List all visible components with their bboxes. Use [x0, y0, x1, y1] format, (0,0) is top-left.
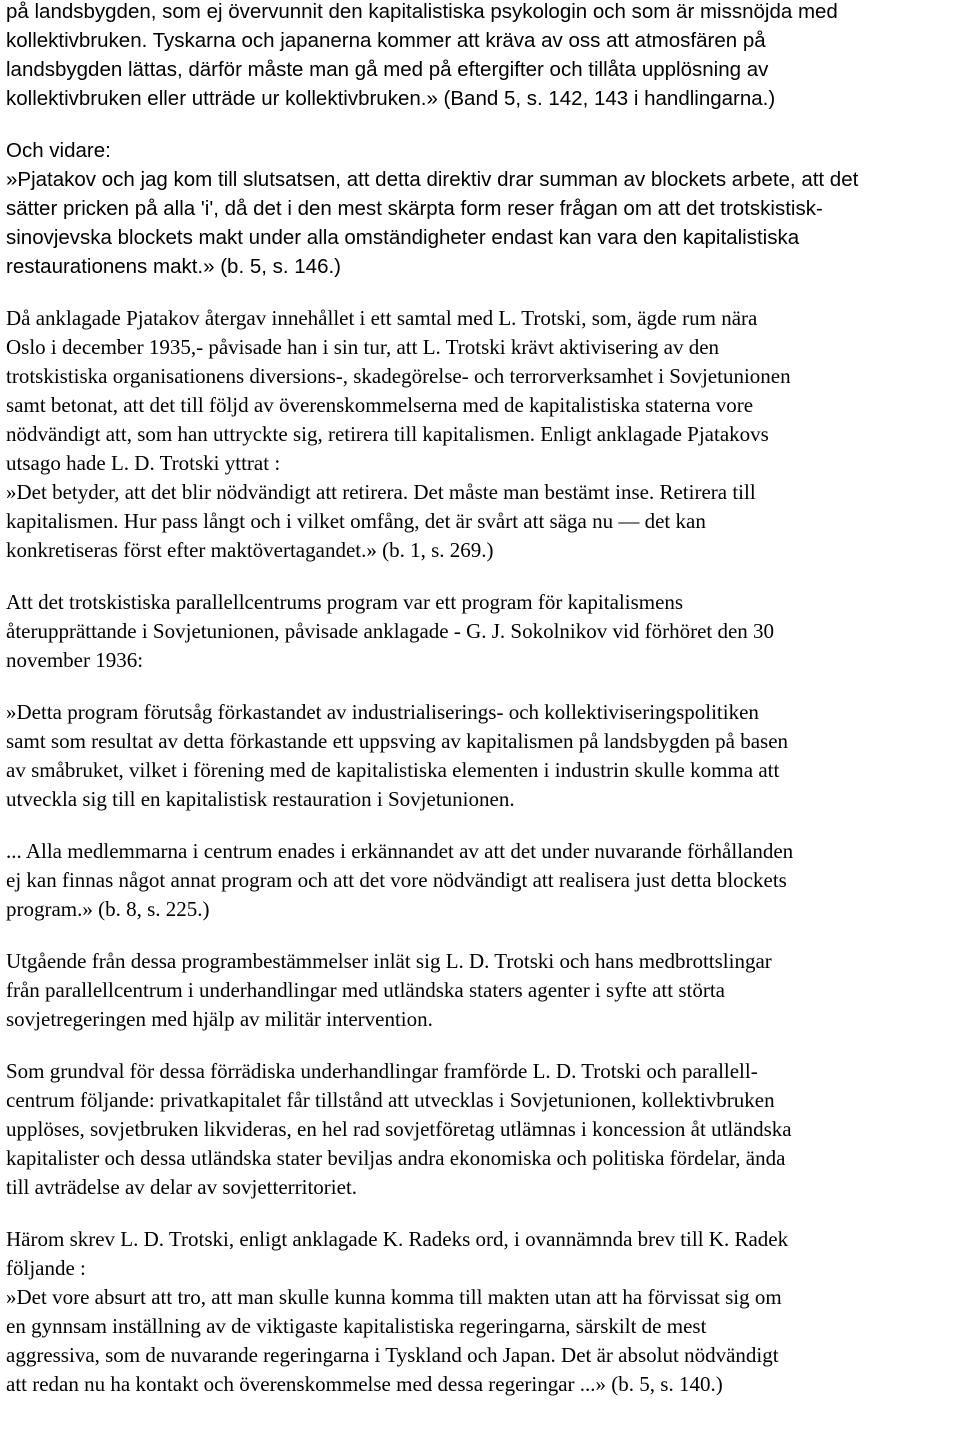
- text-line: aggressiva, som de nuvarande regeringarna i Tyskland och Japan. Det är absolut nödvändigt: [6, 1343, 779, 1367]
- text-line: till avträdelse av delar av sovjetterritoriet.: [6, 1175, 358, 1199]
- text-line: ... Alla medlemmarna i centrum enades i erkännandet av att det under nuvarande förhållanden: [6, 839, 794, 863]
- text-line: sätter pricken på alla 'i', då det i den mest skärpta form reser frågan om att det trotskistisk-: [6, 197, 823, 220]
- text-line: Att det trotskistiska parallellcentrums program var ett program för kapitalismens: [6, 590, 684, 614]
- document-page: [6, 0, 956, 1422]
- text-line: följande :: [6, 1256, 86, 1280]
- text-line: kapitalismen. Hur pass långt och i vilket omfång, det är svårt att säga nu — det kan: [6, 509, 706, 533]
- text-line: på landsbygden, som ej övervunnit den kapitalistiska psykologin och som är missnöjda med: [6, 0, 838, 23]
- text-line: en gynnsam inställning av de viktigaste kapitalistiska regeringarna, särskilt de mest: [6, 1314, 707, 1338]
- text-line: Utgående från dessa programbestämmelser inlät sig L. D. Trotski och hans medbrottslingar: [6, 949, 772, 973]
- text-line: utveckla sig till en kapitalistisk restauration i Sovjetunionen.: [6, 787, 515, 811]
- paragraph-och-vidare: [6, 136, 956, 281]
- text-line: sinovjevska blockets makt under alla omständigheter endast kan vara den kapitalistiska: [6, 226, 800, 249]
- text-line: ej kan finnas något annat program och att det vore nödvändigt att realisera just detta blockets: [6, 868, 787, 892]
- text-line: »Detta program förutsåg förkastandet av industrialiserings- och kollektiviseringspolitiken: [6, 700, 759, 724]
- paragraph-centrum-members: [6, 837, 956, 924]
- paragraph-negotiations: [6, 947, 956, 1034]
- text-line: trotskistiska organisationens diversions-, skadegörelse- och terrorverksamhet i Sovjetunionen: [6, 364, 791, 388]
- text-line: »Pjatakov och jag kom till slutsatsen, att detta direktiv drar summan av blockets arbete, att det: [6, 168, 859, 191]
- text-line: restaurationens makt.» (b. 5, s. 146.): [6, 255, 341, 278]
- text-line: nödvändigt att, som han uttryckte sig, retirera till kapitalismen. Enligt anklagade Pjatakovs: [6, 422, 769, 446]
- text-line: samt som resultat av detta förkastande ett uppsving av kapitalismen på landsbygden på basen: [6, 729, 789, 753]
- text-line: Då anklagade Pjatakov återgav innehållet i ett samtal med L. Trotski, som, ägde rum nära: [6, 306, 758, 330]
- paragraph-pjatakov-testimony: [6, 304, 956, 565]
- text-line: samt betonat, att det till följd av överenskommelserna med de kapitalistiska staterna vore: [6, 393, 754, 417]
- text-line: »Det vore absurt att tro, att man skulle kunna komma till makten utan att ha förvissat sig om: [6, 1285, 782, 1309]
- text-line: Och vidare:: [6, 139, 111, 162]
- text-line: centrum följande: privatkapitalet får tillstånd att utvecklas i Sovjetunionen, kollektivbruken: [6, 1088, 775, 1112]
- paragraph-program-quote: [6, 698, 956, 814]
- paragraph-quote-continuation: [6, 0, 956, 113]
- text-line: kapitalister och dessa utländska stater beviljas andra ekonomiska och politiska fördelar, ända: [6, 1146, 786, 1170]
- text-line: kollektivbruken. Tyskarna och japanerna kommer att kräva av oss att atmosfären på: [6, 29, 766, 52]
- text-line: Som grundval för dessa förrädiska underhandlingar framförde L. D. Trotski och parallell-: [6, 1059, 758, 1083]
- text-line: att redan nu ha kontakt och överenskommelse med dessa regeringar ...» (b. 5, s. 140.): [6, 1372, 723, 1396]
- text-line: »Det betyder, att det blir nödvändigt att retirera. Det måste man bestämt inse. Retirera till: [6, 480, 756, 504]
- text-line: Härom skrev L. D. Trotski, enligt anklagade K. Radeks ord, i ovannämnda brev till K. Radek: [6, 1227, 789, 1251]
- text-line: upplöses, sovjetbruken likvideras, en hel rad sovjetföretag utlämnas i koncession åt utländska: [6, 1117, 792, 1141]
- text-line: landsbygden lättas, därför måste man gå med på eftergifter och tillåta upplösning av: [6, 58, 769, 81]
- text-line: återupprättande i Sovjetunionen, påvisade anklagade - G. J. Sokolnikov vid förhöret den 30: [6, 619, 775, 643]
- paragraph-sokolnikov: [6, 588, 956, 675]
- text-line: november 1936:: [6, 648, 144, 672]
- text-line: från parallellcentrum i underhandlingar med utländska staters agenter i syfte att störta: [6, 978, 725, 1002]
- text-line: utsago hade L. D. Trotski yttrat :: [6, 451, 281, 475]
- text-line: konkretiseras först efter maktövertagandet.» (b. 1, s. 269.): [6, 538, 494, 562]
- text-line: Oslo i december 1935,- påvisade han i sin tur, att L. Trotski krävt aktivisering av den: [6, 335, 720, 359]
- text-line: av småbruket, vilket i förening med de kapitalistiska elementen i industrin skulle komma att: [6, 758, 780, 782]
- text-line: program.» (b. 8, s. 225.): [6, 897, 210, 921]
- paragraph-basis: [6, 1057, 956, 1202]
- text-line: kollektivbruken eller utträde ur kollektivbruken.» (Band 5, s. 142, 143 i handlingarna.): [6, 87, 776, 110]
- paragraph-radek-letter: [6, 1225, 956, 1399]
- text-line: sovjetregeringen med hjälp av militär intervention.: [6, 1007, 433, 1031]
